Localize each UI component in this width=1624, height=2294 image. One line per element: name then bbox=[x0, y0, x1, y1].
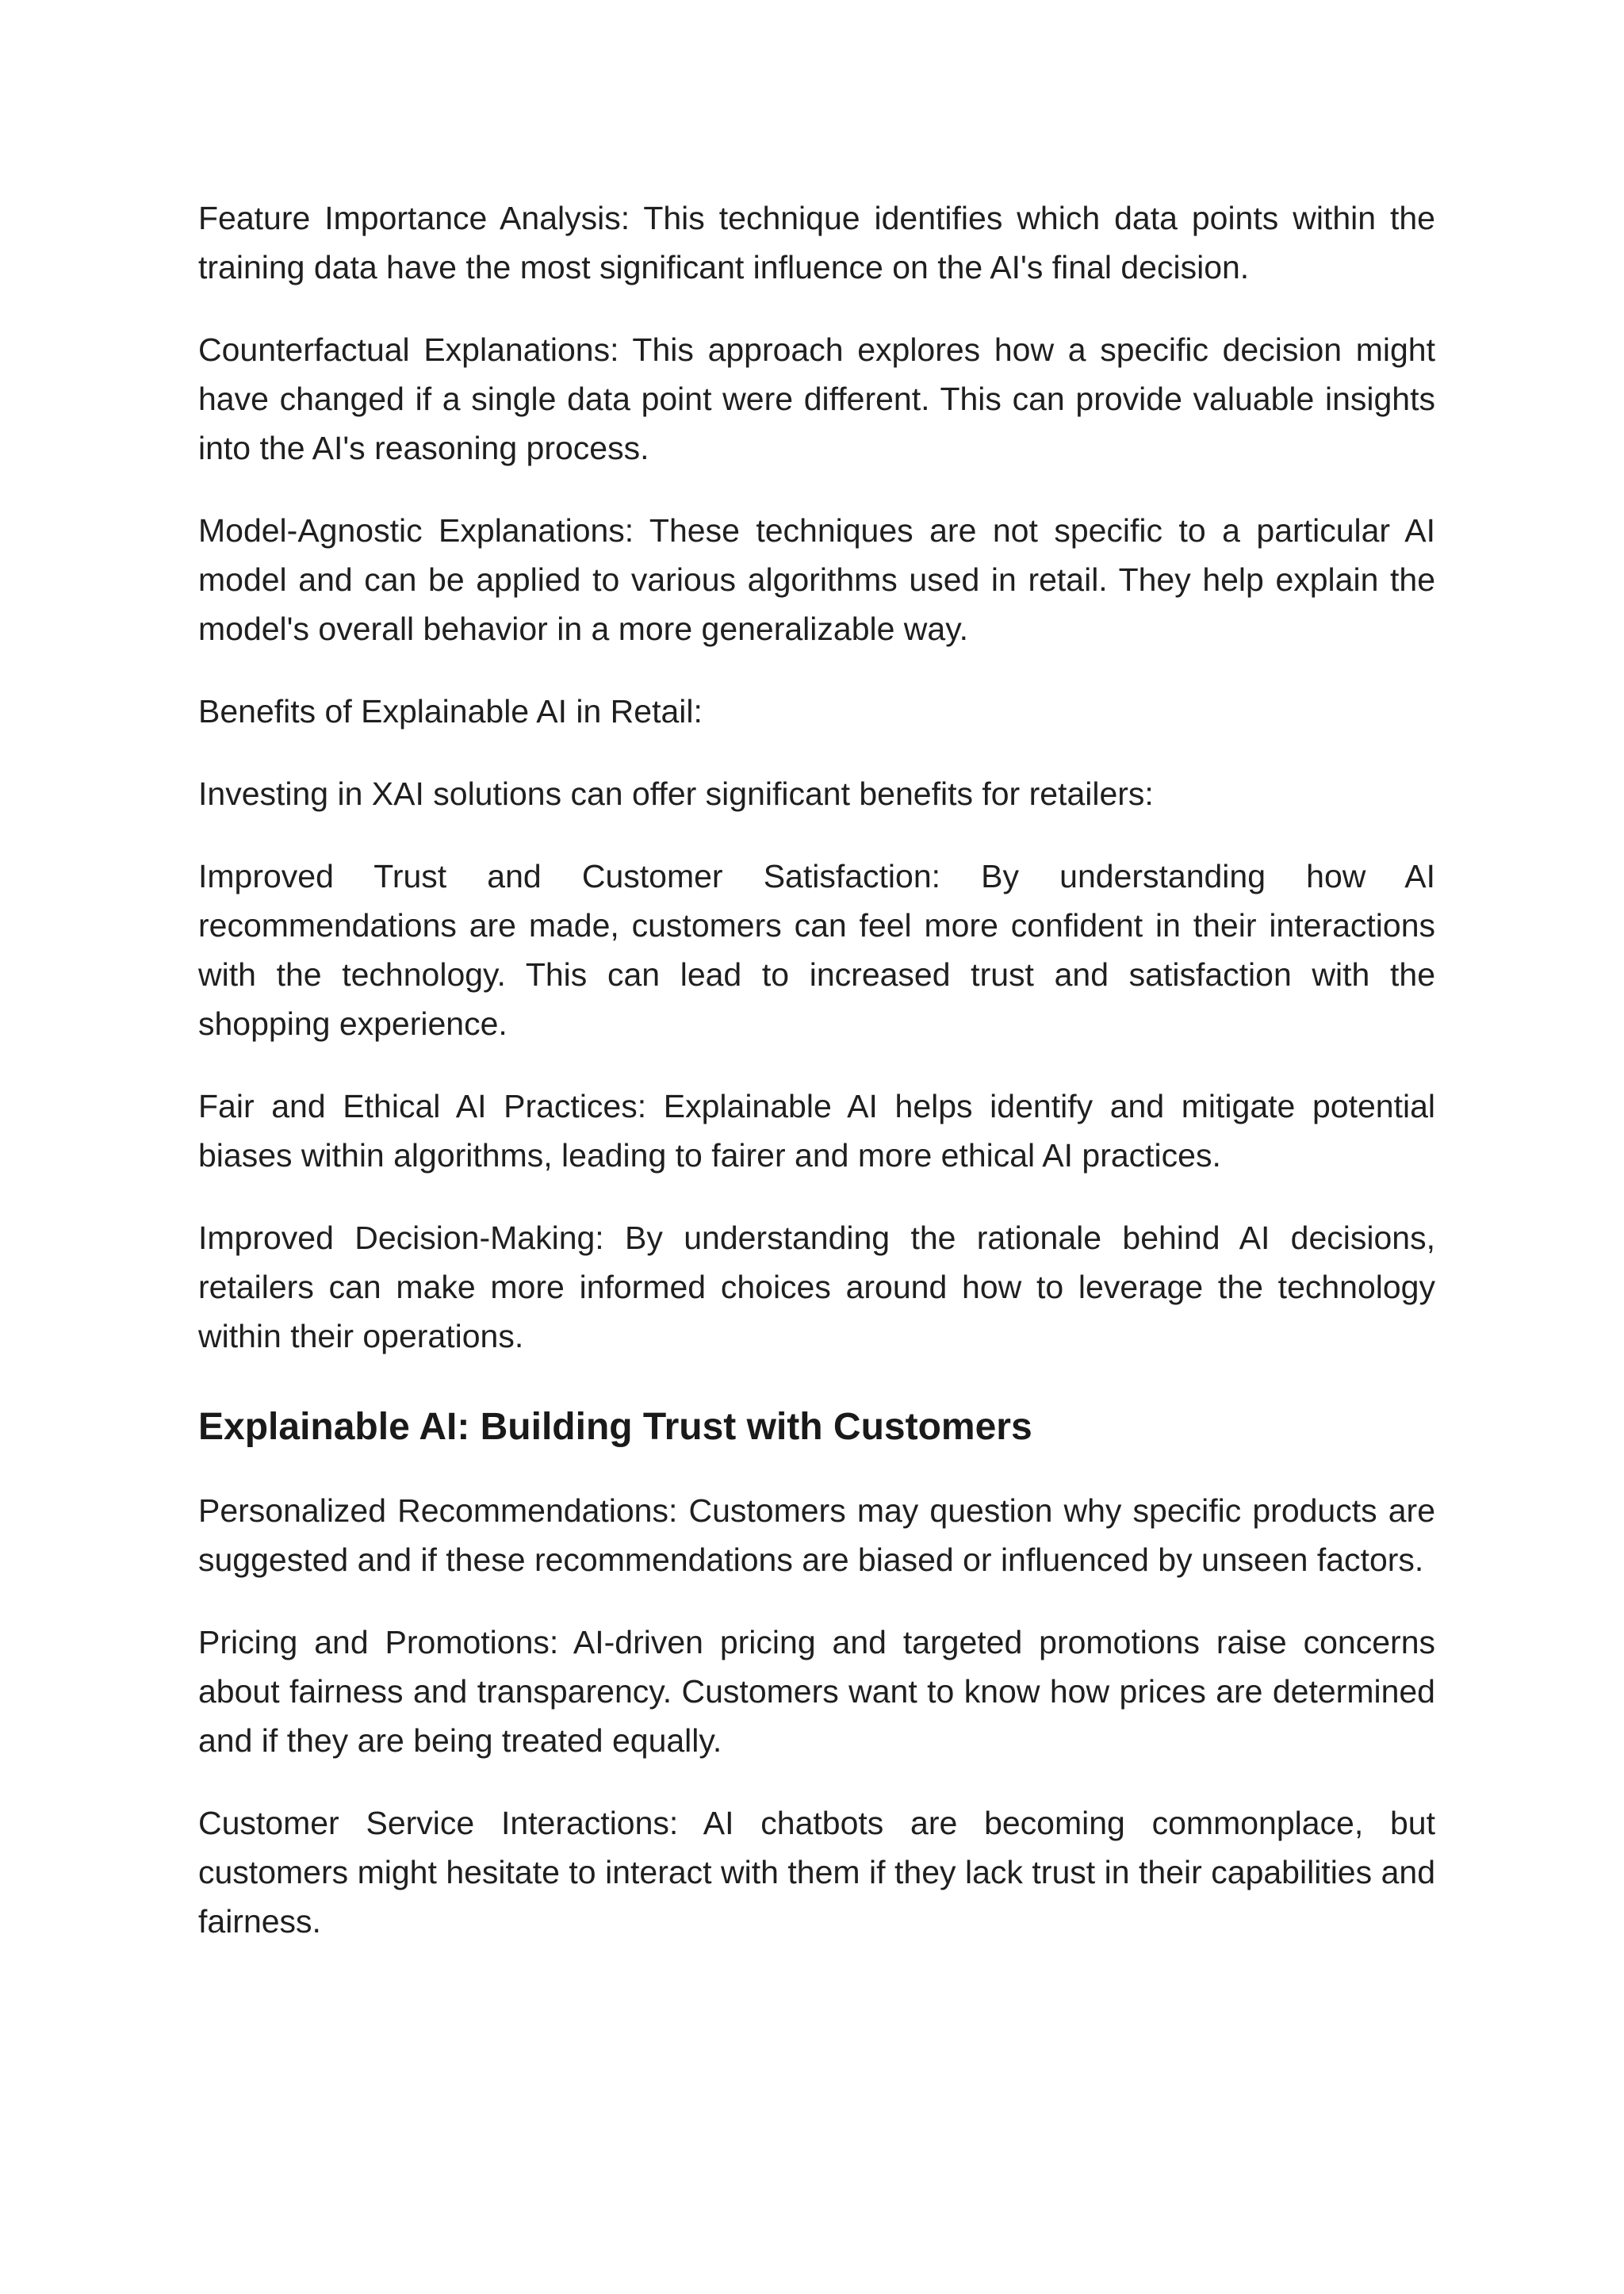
paragraph-pricing-promotions: Pricing and Promotions: AI-driven pricing and targeted promotions raise concerns about fairness and transparency. Customers want to know how prices are determined and if they are being treated equally. bbox=[198, 1624, 1435, 1759]
paragraph-fair-ethical: Fair and Ethical AI Practices: Explainable AI helps identify and mitigate potential biases within algorithms, leading to fairer and more ethical AI practices. bbox=[198, 1088, 1435, 1174]
section-heading: Explainable AI: Building Trust with Customers bbox=[198, 1406, 1032, 1448]
paragraph-model-agnostic: Model-Agnostic Explanations: These techniques are not specific to a particular AI model and can be applied to various algorithms used in retail. They help explain the model's overall behavior in a more generalizable way. bbox=[198, 512, 1435, 647]
paragraph-personalized-recommendations: Personalized Recommendations: Customers may question why specific products are suggested and if these recommendations are biased or influenced by unseen factors. bbox=[198, 1492, 1435, 1578]
document-page bbox=[198, 193, 1435, 1979]
paragraph-improved-trust: Improved Trust and Customer Satisfaction: By understanding how AI recommendations are made, customers can feel more confident in their interactions with the technology. This can lead to increased trust and satisfaction with the shopping experience. bbox=[198, 858, 1435, 1042]
paragraph-customer-service: Customer Service Interactions: AI chatbots are becoming commonplace, but customers might hesitate to interact with them if they lack trust in their capabilities and fairness. bbox=[198, 1805, 1435, 1940]
paragraph-decision-making: Improved Decision-Making: By understanding the rationale behind AI decisions, retailers can make more informed choices around how to leverage the technology within their operations. bbox=[198, 1220, 1435, 1354]
paragraph-feature-importance: Feature Importance Analysis: This technique identifies which data points within the training data have the most significant influence on the AI's final decision. bbox=[198, 200, 1435, 285]
paragraph-investing: Investing in XAI solutions can offer significant benefits for retailers: bbox=[198, 776, 1154, 812]
paragraph-benefits-intro: Benefits of Explainable AI in Retail: bbox=[198, 693, 703, 730]
paragraph-counterfactual: Counterfactual Explanations: This approach explores how a specific decision might have changed if a single data point were different. This can provide valuable insights into the AI's reasoning process. bbox=[198, 331, 1435, 466]
